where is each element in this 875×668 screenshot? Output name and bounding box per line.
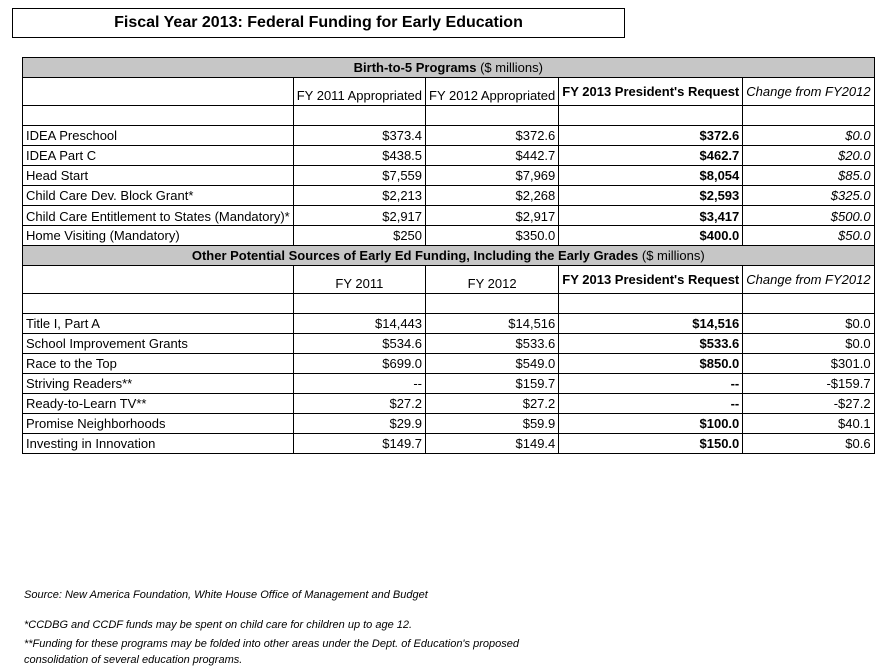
- fy2012-value: $549.0: [426, 354, 559, 374]
- fy2013-value: $8,054: [559, 166, 743, 186]
- fy2012-value: $14,516: [426, 314, 559, 334]
- section-unit: ($ millions): [480, 60, 543, 75]
- change-value: $500.0: [743, 206, 874, 226]
- section1-column-header-row: [23, 78, 875, 106]
- program-name: Child Care Entitlement to States (Mandatory)*: [23, 206, 294, 226]
- section2-column-header-row: [23, 266, 875, 294]
- table-row: [23, 206, 875, 226]
- fy2011-value: --: [293, 374, 425, 394]
- table-row: [23, 226, 875, 246]
- fy2012-value: $533.6: [426, 334, 559, 354]
- fy2011-value: $27.2: [293, 394, 425, 414]
- fy2013-value: $3,417: [559, 206, 743, 226]
- section2-heading: [23, 246, 875, 266]
- page-title: Fiscal Year 2013: Federal Funding for Early Education: [12, 8, 625, 38]
- fy2013-value: $14,516: [559, 314, 743, 334]
- fy2013-value: --: [559, 374, 743, 394]
- fy2011-value: $373.4: [293, 126, 425, 146]
- change-value: -$159.7: [743, 374, 874, 394]
- section1-heading: [23, 58, 875, 78]
- fy2012-value: $159.7: [426, 374, 559, 394]
- change-value: $0.0: [743, 126, 874, 146]
- table-row: [23, 186, 875, 206]
- column-header: FY 2011: [293, 266, 425, 294]
- column-header: FY 2012 Appropriated: [426, 78, 559, 106]
- fy2011-value: $2,213: [293, 186, 425, 206]
- spacer-cell: [559, 294, 743, 314]
- table-row: [23, 414, 875, 434]
- fy2011-value: $250: [293, 226, 425, 246]
- column-header: FY 2011 Appropriated: [293, 78, 425, 106]
- fy2012-value: $442.7: [426, 146, 559, 166]
- fy2012-value: $59.9: [426, 414, 559, 434]
- fy2011-value: $7,559: [293, 166, 425, 186]
- spacer-cell: [23, 294, 294, 314]
- table-row: [23, 434, 875, 454]
- table-row: [23, 166, 875, 186]
- change-value: $40.1: [743, 414, 874, 434]
- spacer-cell: [23, 106, 294, 126]
- footnote-1: *CCDBG and CCDF funds may be spent on child care for children up to age 12.: [24, 619, 413, 631]
- fy2013-value: $533.6: [559, 334, 743, 354]
- footnote-2: **Funding for these programs may be folded into other areas under the Dept. of Education's proposed consolidation of several education programs.: [24, 638, 519, 666]
- fy2011-value: $29.9: [293, 414, 425, 434]
- column-header: Change from FY2012: [743, 266, 874, 294]
- table-row: [23, 374, 875, 394]
- column-header: FY 2012: [426, 266, 559, 294]
- table-row: [23, 146, 875, 166]
- section1-heading-row: [23, 58, 875, 78]
- change-value: $0.0: [743, 334, 874, 354]
- program-name: IDEA Preschool: [23, 126, 294, 146]
- fy2011-value: $534.6: [293, 334, 425, 354]
- fy2011-value: $438.5: [293, 146, 425, 166]
- change-value: $0.6: [743, 434, 874, 454]
- fy2013-value: $2,593: [559, 186, 743, 206]
- fy2013-value: $150.0: [559, 434, 743, 454]
- spacer-cell: [743, 294, 874, 314]
- table-row: [23, 314, 875, 334]
- fy2013-value: $850.0: [559, 354, 743, 374]
- fy2013-value: $100.0: [559, 414, 743, 434]
- section2-spacer-row: [23, 294, 875, 314]
- fy2013-value: $372.6: [559, 126, 743, 146]
- program-name: Investing in Innovation: [23, 434, 294, 454]
- fy2012-value: $2,268: [426, 186, 559, 206]
- change-value: $20.0: [743, 146, 874, 166]
- fy2012-value: $7,969: [426, 166, 559, 186]
- column-header-blank: [23, 78, 294, 106]
- fy2012-value: $372.6: [426, 126, 559, 146]
- spacer-cell: [559, 106, 743, 126]
- section-title: Birth-to-5 Programs: [353, 60, 477, 75]
- change-value: $85.0: [743, 166, 874, 186]
- table-row: [23, 354, 875, 374]
- section1-spacer-row: [23, 106, 875, 126]
- column-header: FY 2013 President's Request: [559, 266, 743, 294]
- source-note: Source: New America Foundation, White House Office of Management and Budget: [24, 589, 428, 601]
- spacer-cell: [293, 106, 425, 126]
- change-value: $301.0: [743, 354, 874, 374]
- fy2012-value: $27.2: [426, 394, 559, 414]
- program-name: Head Start: [23, 166, 294, 186]
- table-row: [23, 126, 875, 146]
- fy2013-value: $400.0: [559, 226, 743, 246]
- section-unit: ($ millions): [641, 248, 705, 263]
- spacer-cell: [293, 294, 425, 314]
- program-name: Ready-to-Learn TV**: [23, 394, 294, 414]
- program-name: School Improvement Grants: [23, 334, 294, 354]
- fy2013-value: --: [559, 394, 743, 414]
- change-value: -$27.2: [743, 394, 874, 414]
- change-value: $50.0: [743, 226, 874, 246]
- program-name: Home Visiting (Mandatory): [23, 226, 294, 246]
- table-row: [23, 394, 875, 414]
- section-title: Other Potential Sources of Early Ed Funding, Including the Early Grades: [191, 248, 639, 263]
- fy2011-value: $14,443: [293, 314, 425, 334]
- program-name: Title I, Part A: [23, 314, 294, 334]
- column-header: FY 2013 President's Request: [559, 78, 743, 106]
- program-name: Child Care Dev. Block Grant*: [23, 186, 294, 206]
- column-header: Change from FY2012: [743, 78, 874, 106]
- fy2013-value: $462.7: [559, 146, 743, 166]
- table-row: [23, 334, 875, 354]
- fy2011-value: $699.0: [293, 354, 425, 374]
- fy2011-value: $2,917: [293, 206, 425, 226]
- spacer-cell: [426, 294, 559, 314]
- program-name: Promise Neighborhoods: [23, 414, 294, 434]
- spacer-cell: [426, 106, 559, 126]
- change-value: $0.0: [743, 314, 874, 334]
- program-name: Striving Readers**: [23, 374, 294, 394]
- program-name: IDEA Part C: [23, 146, 294, 166]
- column-header-blank: [23, 266, 294, 294]
- fy2011-value: $149.7: [293, 434, 425, 454]
- fy2012-value: $149.4: [426, 434, 559, 454]
- fy2012-value: $350.0: [426, 226, 559, 246]
- spacer-cell: [743, 106, 874, 126]
- fy2012-value: $2,917: [426, 206, 559, 226]
- funding-table: [22, 57, 875, 454]
- section2-heading-row: [23, 246, 875, 266]
- program-name: Race to the Top: [23, 354, 294, 374]
- change-value: $325.0: [743, 186, 874, 206]
